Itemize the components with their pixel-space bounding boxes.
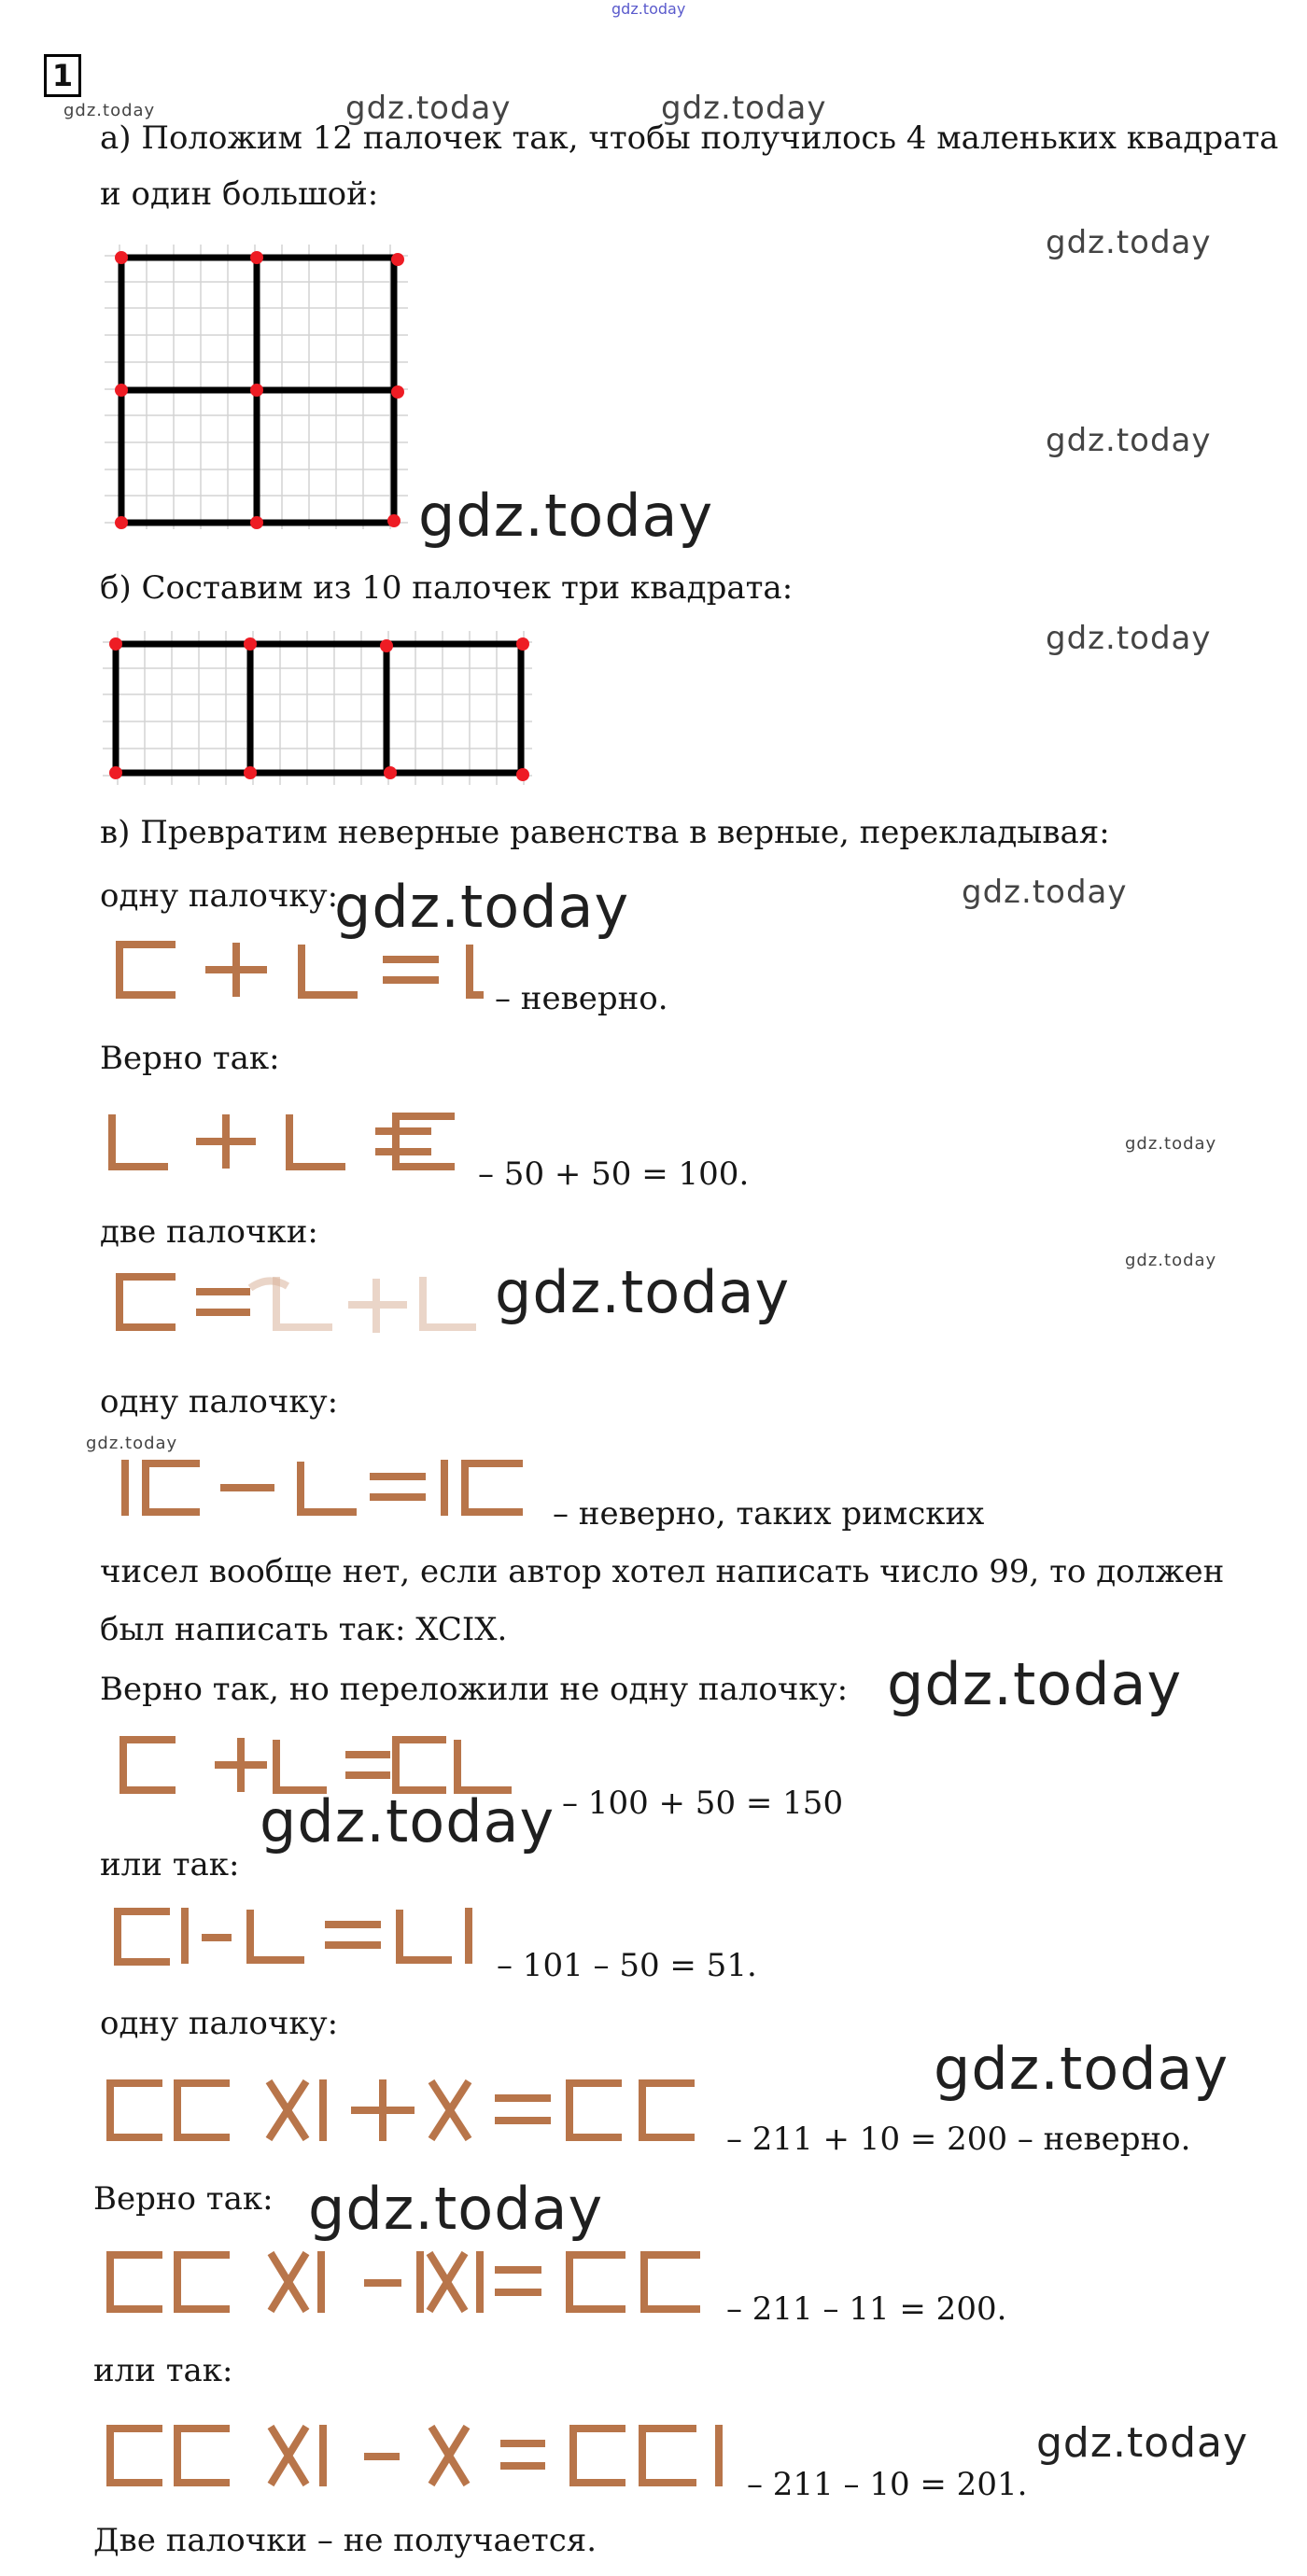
text-line: или так:	[93, 2352, 233, 2389]
watermark: gdz.today	[934, 2035, 1230, 2103]
watermark: gdz.today	[1046, 224, 1212, 261]
matchstick-equation-8	[103, 2247, 719, 2322]
watermark: gdz.today	[661, 90, 827, 127]
text-line: одну палочку:	[100, 1383, 339, 1421]
text-line: одну палочку:	[100, 877, 339, 915]
four-squares-figure	[105, 245, 413, 534]
equation-note: – неверно.	[495, 980, 668, 1017]
text-line: одну палочку:	[100, 2005, 339, 2042]
equation-note: – 211 – 10 = 201.	[747, 2466, 1028, 2503]
matchstick-equation-3	[110, 1269, 502, 1353]
watermark: gdz.today	[1046, 620, 1212, 657]
three-squares-figure	[103, 631, 551, 790]
watermark: gdz.today	[63, 101, 156, 120]
header-watermark: gdz.today	[611, 0, 686, 18]
text-line: Верно так:	[93, 2180, 274, 2218]
task-number: 1	[44, 54, 81, 97]
watermark: gdz.today	[1125, 1251, 1217, 1270]
equation-note: – неверно, таких римских	[553, 1495, 985, 1533]
equation-note: – 50 + 50 = 100.	[478, 1155, 750, 1193]
text-line: Верно так, но переложили не одну палочку:	[100, 1671, 849, 1708]
matchstick-equation-6	[110, 1904, 502, 1969]
watermark: gdz.today	[887, 1650, 1183, 1718]
watermark: gdz.today	[418, 482, 714, 550]
text-line: был написать так: XCIX.	[100, 1611, 508, 1648]
matchstick-equation-7	[103, 2076, 719, 2150]
watermark: gdz.today	[308, 2175, 604, 2243]
watermark: gdz.today	[334, 873, 630, 941]
grid	[103, 631, 532, 785]
equation-note: – 101 – 50 = 51.	[497, 1947, 757, 1984]
watermark: gdz.today	[962, 874, 1128, 911]
sticks	[116, 644, 523, 773]
text-line: две палочки:	[100, 1213, 318, 1251]
equation-note: – 100 + 50 = 150	[562, 1785, 844, 1822]
watermark: gdz.today	[495, 1258, 791, 1326]
text-line: Верно так:	[100, 1040, 280, 1077]
equation-note: – 211 + 10 = 200 – неверно.	[726, 2121, 1191, 2158]
watermark: gdz.today	[86, 1434, 178, 1453]
equation-note: – 211 – 11 = 200.	[726, 2290, 1007, 2328]
matchstick-equation-2	[105, 1111, 478, 1176]
watermark: gdz.today	[345, 90, 512, 127]
text-line: или так:	[100, 1846, 240, 1883]
matchstick-equation-9	[103, 2421, 756, 2496]
text-line: б) Составим из 10 палочек три квадрата:	[100, 569, 794, 607]
watermark: gdz.today	[1036, 2419, 1249, 2467]
matchstick-equation-5	[110, 1734, 558, 1799]
text-line: и один большой:	[100, 175, 379, 213]
matchstick-equation-4	[116, 1456, 545, 1521]
text-line: в) Превратим неверные равенства в верные, перекладывая:	[100, 814, 1110, 851]
text-line: а) Положим 12 палочек так, чтобы получилось 4 маленьких квадрата	[100, 119, 1279, 157]
watermark: gdz.today	[260, 1787, 555, 1855]
watermark: gdz.today	[1046, 422, 1212, 459]
text-line: Две палочки – не получается.	[93, 2522, 597, 2559]
matchstick-equation-1	[110, 939, 484, 1004]
text-line: чисел вообще нет, если автор хотел написать число 99, то должен	[100, 1553, 1225, 1590]
watermark: gdz.today	[1125, 1134, 1217, 1154]
